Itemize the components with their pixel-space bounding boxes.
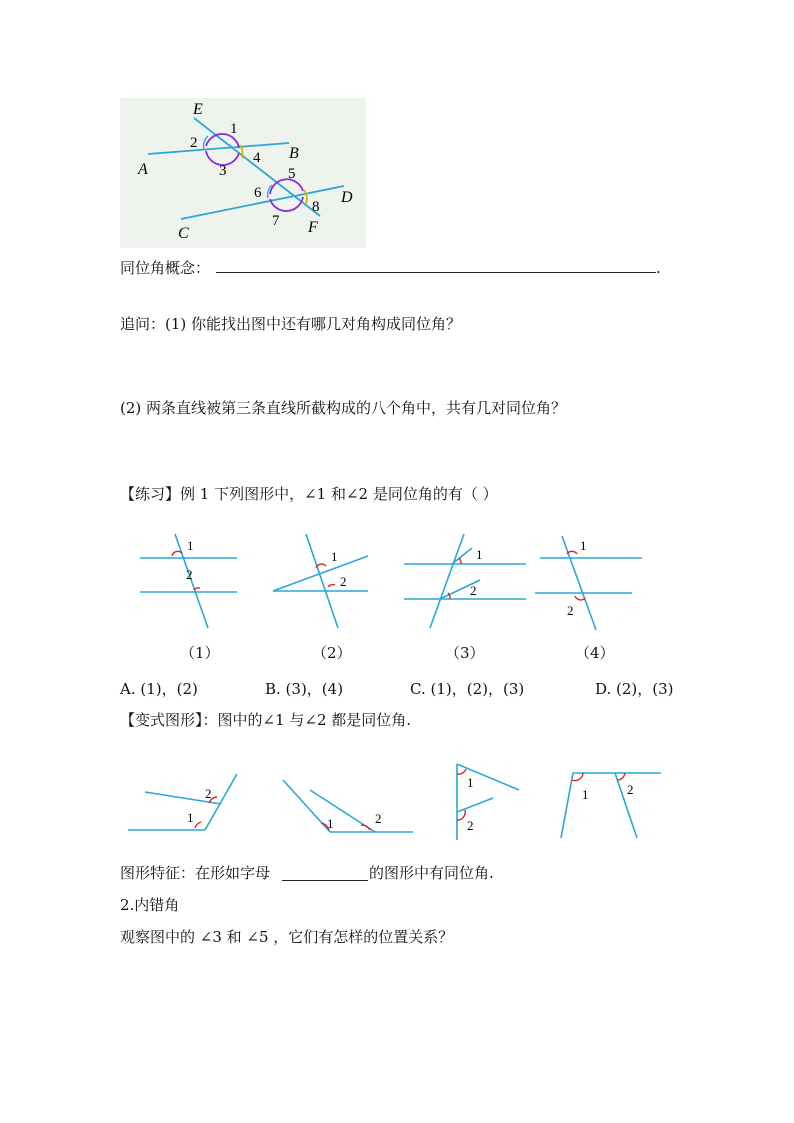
angle-2-label: 2 (340, 574, 347, 589)
figure-caption-3: （3） (445, 644, 485, 662)
angle-5-label: 5 (288, 166, 296, 182)
angle-2-label: 2 (470, 583, 477, 598)
angle-2-label: 2 (205, 786, 212, 801)
angle-1-label: 1 (187, 810, 194, 825)
option-d[interactable]: D. (2)，(3) (595, 680, 674, 698)
angle-arc (459, 558, 461, 564)
angle-2-label: 2 (567, 603, 574, 618)
angle-1-label: 1 (476, 547, 483, 562)
point-f-label: F (308, 219, 318, 236)
angle-arc (194, 588, 200, 590)
example-figures (130, 528, 675, 638)
question-1: 追问：(1) 你能找出图中还有哪几对角构成同位角？ (120, 315, 462, 333)
angle-4-label: 4 (253, 150, 261, 166)
angle-8-label: 8 (312, 199, 320, 215)
angle-1-label: 1 (331, 549, 338, 564)
variant-figure-2 (283, 780, 413, 832)
example-figure-3 (404, 534, 526, 628)
angle-arc (195, 822, 201, 828)
angle-arc (572, 773, 583, 781)
angle-arc (328, 585, 335, 587)
feature-blank[interactable] (282, 880, 368, 881)
angle-3-label: 3 (219, 163, 227, 179)
point-d-label: D (341, 189, 353, 206)
angle-6-label: 6 (254, 185, 262, 201)
option-a[interactable]: A. (1)，(2) (120, 680, 198, 698)
concept-label: 同位角概念： (120, 259, 211, 277)
angle-arc (361, 825, 370, 830)
point-b-label: B (289, 145, 299, 162)
angle-2-label: 2 (627, 782, 634, 797)
variant-figures (125, 760, 665, 842)
point-c-label: C (178, 225, 189, 242)
angle-1-label: 1 (230, 121, 238, 137)
question-2: (2) 两条直线被第三条直线所截构成的八个角中，共有几对同位角？ (120, 399, 567, 417)
variant-title: 【变式图形】：图中的∠1 与∠2 都是同位角. (120, 711, 412, 729)
concept-blank[interactable] (216, 272, 656, 273)
angle-1-label: 1 (187, 538, 194, 553)
example-figure-4 (535, 536, 642, 630)
variant-figure-3 (457, 764, 519, 840)
example-prompt: 【练习】例 1 下列图形中，∠1 和∠2 是同位角的有（ ） (120, 485, 498, 503)
figure-caption-2: （2） (312, 644, 352, 662)
figure-caption-4: （4） (575, 644, 615, 662)
variant-figure-1 (128, 774, 237, 830)
point-e-label: E (193, 101, 203, 118)
figure-background (120, 98, 366, 248)
angle-arc (172, 551, 182, 556)
angle-2-label: 2 (467, 818, 474, 833)
angle-1-label: 1 (582, 787, 589, 802)
concept-end: . (656, 259, 661, 277)
transversal-figure (120, 98, 366, 248)
option-b[interactable]: B. (3)，(4) (265, 680, 344, 698)
angle-2-label: 2 (375, 811, 382, 826)
example-figure-2 (273, 534, 368, 628)
feature-suffix: 的图形中有同位角. (369, 864, 494, 882)
angle-arc (457, 769, 466, 774)
figure-caption-1: （1） (180, 644, 220, 662)
angle-1-label: 1 (580, 538, 587, 553)
section-2-question: 观察图中的 ∠3 和 ∠5 ，它们有怎样的位置关系？ (120, 928, 454, 946)
angle-7-label: 7 (272, 213, 280, 229)
section-2-heading: 2.内错角 (120, 896, 180, 914)
angle-2-label: 2 (186, 567, 193, 582)
angle-arc (617, 773, 625, 780)
feature-prefix: 图形特征：在形如字母 (120, 864, 271, 882)
option-c[interactable]: C. (1)，(2)，(3) (410, 680, 525, 698)
angle-1-label: 1 (467, 775, 474, 790)
angle-1-label: 1 (327, 816, 334, 831)
angle-2-label: 2 (190, 135, 198, 151)
point-a-label: A (138, 161, 148, 178)
example-figure-1 (140, 534, 237, 628)
variant-figure-4 (561, 773, 661, 838)
